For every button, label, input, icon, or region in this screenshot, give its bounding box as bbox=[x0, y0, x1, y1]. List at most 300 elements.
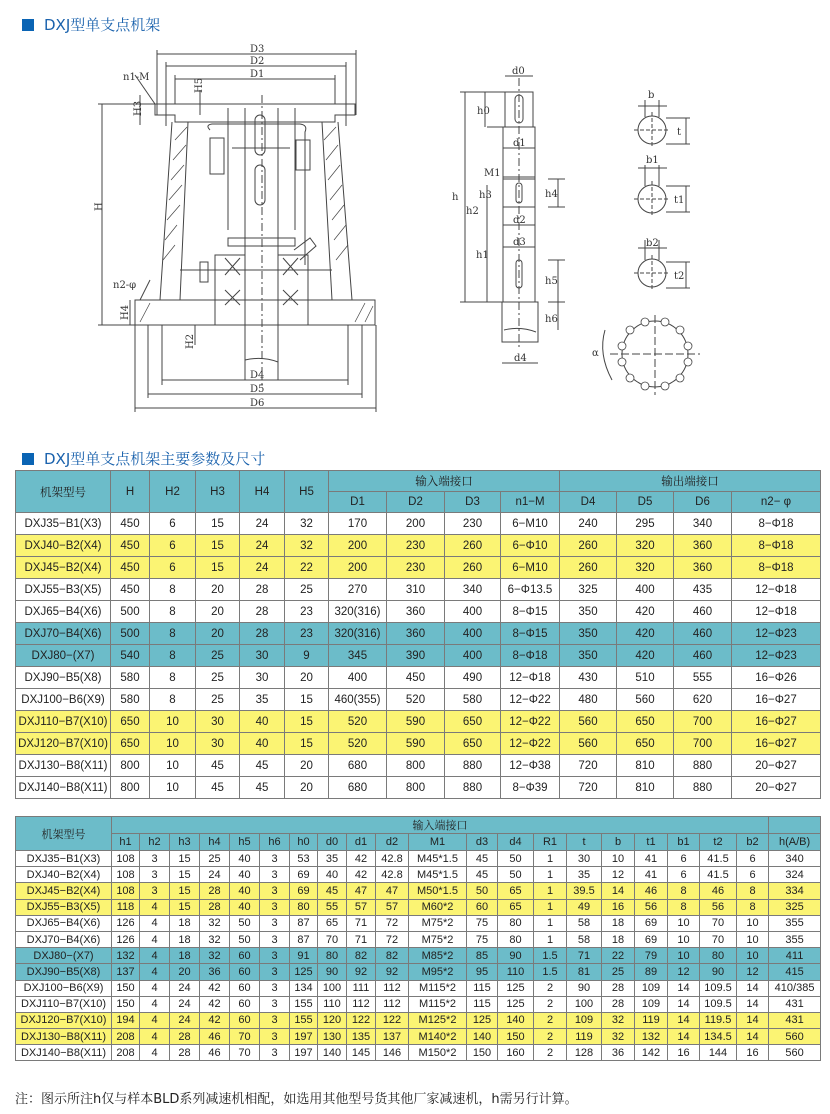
value-cell: 800 bbox=[387, 755, 445, 777]
value-cell: 18 bbox=[170, 915, 200, 931]
col-header: d2 bbox=[376, 834, 409, 851]
value-cell: 32 bbox=[285, 513, 329, 535]
value-cell: 80 bbox=[498, 931, 534, 947]
value-cell: 3 bbox=[260, 867, 290, 883]
value-cell: 3 bbox=[260, 948, 290, 964]
section-title-text: DXJ型单支点机架 bbox=[44, 16, 161, 34]
table-row bbox=[16, 645, 821, 667]
value-cell: 360 bbox=[387, 623, 445, 645]
value-cell: 411 bbox=[769, 948, 821, 964]
value-cell: 16 bbox=[668, 1045, 700, 1061]
model-cell: DXJ70−B4(X6) bbox=[16, 931, 112, 947]
value-cell: 80 bbox=[290, 899, 318, 915]
label-D3: D3 bbox=[250, 44, 265, 55]
value-cell: 450 bbox=[387, 667, 445, 689]
value-cell: 25 bbox=[602, 964, 635, 980]
value-cell: 6−Φ13.5 bbox=[501, 579, 560, 601]
label-H3: H3 bbox=[133, 100, 144, 116]
value-cell: 42 bbox=[347, 851, 376, 867]
value-cell: 112 bbox=[376, 996, 409, 1012]
value-cell: M75*2 bbox=[409, 931, 467, 947]
value-cell: 340 bbox=[769, 851, 821, 867]
value-cell: 3 bbox=[140, 883, 170, 899]
value-cell: 20 bbox=[285, 777, 329, 799]
value-cell: 450 bbox=[111, 513, 150, 535]
label-h4: h4 bbox=[545, 189, 558, 200]
square-bullet-icon bbox=[22, 453, 34, 465]
value-cell: 108 bbox=[112, 851, 140, 867]
value-cell: 6 bbox=[737, 851, 769, 867]
col-header: h0 bbox=[290, 834, 318, 851]
value-cell: 130 bbox=[318, 1029, 347, 1045]
footnote: 注：图示所注h仅与样本BLD系列减速机相配，如选用其他型号货其他厂家减速机，h需另行计算。 bbox=[15, 1092, 578, 1107]
value-cell: 4 bbox=[140, 1045, 170, 1061]
model-cell: DXJ55−B3(X5) bbox=[16, 899, 112, 915]
col-header-model: 机架型号 bbox=[16, 471, 111, 513]
value-cell: 6 bbox=[668, 851, 700, 867]
label-t: t bbox=[677, 127, 682, 138]
model-cell: DXJ140−B8(X11) bbox=[16, 777, 111, 799]
value-cell: 15 bbox=[196, 513, 240, 535]
value-cell: 39.5 bbox=[567, 883, 602, 899]
model-cell: DXJ45−B2(X4) bbox=[16, 557, 111, 579]
value-cell: 10 bbox=[668, 915, 700, 931]
model-cell: DXJ100−B6(X9) bbox=[16, 689, 111, 711]
value-cell: 128 bbox=[567, 1045, 602, 1061]
value-cell: 240 bbox=[560, 513, 617, 535]
model-cell: DXJ70−B4(X6) bbox=[16, 623, 111, 645]
value-cell: 400 bbox=[445, 623, 501, 645]
value-cell: 4 bbox=[140, 948, 170, 964]
value-cell: 12−Φ18 bbox=[501, 667, 560, 689]
value-cell: 45 bbox=[467, 867, 498, 883]
model-cell: DXJ90−B5(X8) bbox=[16, 667, 111, 689]
value-cell: 2 bbox=[534, 996, 567, 1012]
value-cell: 132 bbox=[635, 1029, 668, 1045]
value-cell: 197 bbox=[290, 1029, 318, 1045]
value-cell: 680 bbox=[329, 755, 387, 777]
label-D6: D6 bbox=[250, 398, 265, 409]
value-cell: 14 bbox=[668, 1012, 700, 1028]
value-cell: 560 bbox=[617, 689, 674, 711]
value-cell: 125 bbox=[498, 996, 534, 1012]
value-cell: 680 bbox=[329, 777, 387, 799]
value-cell: 10 bbox=[737, 948, 769, 964]
value-cell: 8−Φ18 bbox=[732, 535, 821, 557]
value-cell: 10 bbox=[602, 851, 635, 867]
value-cell: 25 bbox=[285, 579, 329, 601]
value-cell: 360 bbox=[674, 535, 732, 557]
value-cell: 20 bbox=[196, 623, 240, 645]
value-cell: 208 bbox=[112, 1029, 140, 1045]
value-cell: 520 bbox=[329, 733, 387, 755]
value-cell: 80 bbox=[318, 948, 347, 964]
col-header: M1 bbox=[409, 834, 467, 851]
value-cell: 3 bbox=[260, 899, 290, 915]
value-cell: 6 bbox=[150, 557, 196, 579]
main-params-table bbox=[15, 470, 821, 799]
value-cell: 450 bbox=[111, 579, 150, 601]
value-cell: 8−Φ15 bbox=[501, 623, 560, 645]
value-cell: 150 bbox=[498, 1029, 534, 1045]
value-cell: 32 bbox=[602, 1012, 635, 1028]
value-cell: 42 bbox=[200, 1012, 230, 1028]
value-cell: 36 bbox=[602, 1045, 635, 1061]
table-row bbox=[16, 733, 821, 755]
value-cell: 41.5 bbox=[700, 867, 737, 883]
value-cell: 45 bbox=[467, 851, 498, 867]
value-cell: 3 bbox=[140, 867, 170, 883]
value-cell: 14 bbox=[668, 1029, 700, 1045]
value-cell: 111 bbox=[347, 980, 376, 996]
value-cell: 230 bbox=[387, 535, 445, 557]
value-cell: 650 bbox=[445, 733, 501, 755]
value-cell: 8 bbox=[668, 883, 700, 899]
section-title-text: DXJ型单支点机架主要参数及尺寸 bbox=[44, 450, 266, 468]
value-cell: 650 bbox=[111, 711, 150, 733]
value-cell: 108 bbox=[112, 867, 140, 883]
value-cell: 580 bbox=[111, 667, 150, 689]
value-cell: 45 bbox=[240, 755, 285, 777]
value-cell: 6−M10 bbox=[501, 513, 560, 535]
value-cell: 125 bbox=[467, 1012, 498, 1028]
value-cell: 325 bbox=[560, 579, 617, 601]
value-cell: M115*2 bbox=[409, 996, 467, 1012]
value-cell: 90 bbox=[498, 948, 534, 964]
value-cell: 800 bbox=[111, 777, 150, 799]
model-cell: DXJ80−(X7) bbox=[16, 948, 112, 964]
value-cell: 50 bbox=[498, 851, 534, 867]
value-cell: 42 bbox=[347, 867, 376, 883]
value-cell: 520 bbox=[387, 689, 445, 711]
value-cell: 65 bbox=[318, 915, 347, 931]
model-cell: DXJ120−B7(X10) bbox=[16, 1012, 112, 1028]
model-cell: DXJ65−B4(X6) bbox=[16, 601, 111, 623]
table-row bbox=[16, 948, 821, 964]
value-cell: 580 bbox=[111, 689, 150, 711]
value-cell: 3 bbox=[260, 1012, 290, 1028]
model-cell: DXJ45−B2(X4) bbox=[16, 883, 112, 899]
value-cell: 4 bbox=[140, 1012, 170, 1028]
value-cell: M115*2 bbox=[409, 980, 467, 996]
model-cell: DXJ140−B8(X11) bbox=[16, 1045, 112, 1061]
value-cell: 122 bbox=[376, 1012, 409, 1028]
value-cell: 390 bbox=[387, 645, 445, 667]
value-cell: 4 bbox=[140, 964, 170, 980]
value-cell: 69 bbox=[290, 867, 318, 883]
value-cell: 15 bbox=[196, 557, 240, 579]
value-cell: 3 bbox=[260, 883, 290, 899]
value-cell: 58 bbox=[567, 931, 602, 947]
table-row bbox=[16, 623, 821, 645]
value-cell: 8 bbox=[150, 579, 196, 601]
value-cell: 18 bbox=[602, 931, 635, 947]
value-cell: 42 bbox=[200, 996, 230, 1012]
table-row bbox=[16, 964, 821, 980]
value-cell: 650 bbox=[617, 733, 674, 755]
value-cell: 560 bbox=[769, 1045, 821, 1061]
label-h: h bbox=[452, 192, 459, 203]
value-cell: 79 bbox=[635, 948, 668, 964]
label-M1: M1 bbox=[484, 168, 501, 179]
model-cell: DXJ120−B7(X10) bbox=[16, 733, 111, 755]
value-cell: 3 bbox=[260, 964, 290, 980]
value-cell: 325 bbox=[769, 899, 821, 915]
value-cell: 2 bbox=[534, 1012, 567, 1028]
value-cell: 620 bbox=[674, 689, 732, 711]
value-cell: 8 bbox=[737, 883, 769, 899]
col-header: h2 bbox=[140, 834, 170, 851]
value-cell: 3 bbox=[260, 915, 290, 931]
value-cell: 80 bbox=[498, 915, 534, 931]
col-header: n2− φ bbox=[732, 492, 821, 513]
table-row bbox=[16, 557, 821, 579]
value-cell: 360 bbox=[674, 557, 732, 579]
table-row bbox=[16, 1045, 821, 1061]
col-header: b1 bbox=[668, 834, 700, 851]
value-cell: 23 bbox=[285, 601, 329, 623]
table-row bbox=[16, 996, 821, 1012]
value-cell: 1 bbox=[534, 851, 567, 867]
value-cell: 60 bbox=[230, 996, 260, 1012]
value-cell: 57 bbox=[376, 899, 409, 915]
col-header: h4 bbox=[200, 834, 230, 851]
value-cell: 480 bbox=[560, 689, 617, 711]
value-cell: 42.8 bbox=[376, 867, 409, 883]
label-H: H bbox=[94, 202, 105, 211]
table-row bbox=[16, 899, 821, 915]
col-header: h(A/B) bbox=[769, 834, 821, 851]
value-cell: 2 bbox=[534, 1045, 567, 1061]
value-cell: 8 bbox=[150, 689, 196, 711]
value-cell: 140 bbox=[498, 1012, 534, 1028]
value-cell: 15 bbox=[170, 851, 200, 867]
value-cell: 30 bbox=[240, 645, 285, 667]
value-cell: 70 bbox=[318, 931, 347, 947]
model-cell: DXJ55−B3(X5) bbox=[16, 579, 111, 601]
value-cell: 400 bbox=[617, 579, 674, 601]
value-cell: 6 bbox=[150, 513, 196, 535]
value-cell: 14 bbox=[737, 980, 769, 996]
value-cell: M95*2 bbox=[409, 964, 467, 980]
value-cell: 46 bbox=[700, 883, 737, 899]
value-cell: 2 bbox=[534, 980, 567, 996]
value-cell: 14 bbox=[737, 1012, 769, 1028]
value-cell: 20 bbox=[196, 601, 240, 623]
value-cell: 410/385 bbox=[769, 980, 821, 996]
value-cell: 431 bbox=[769, 1012, 821, 1028]
table-row bbox=[16, 535, 821, 557]
value-cell: 25 bbox=[196, 645, 240, 667]
value-cell: 119 bbox=[635, 1012, 668, 1028]
col-header: d3 bbox=[467, 834, 498, 851]
label-h5: h5 bbox=[545, 276, 558, 287]
value-cell: 230 bbox=[445, 513, 501, 535]
value-cell: 555 bbox=[674, 667, 732, 689]
value-cell: 125 bbox=[498, 980, 534, 996]
value-cell: 155 bbox=[290, 996, 318, 1012]
value-cell: 80 bbox=[700, 948, 737, 964]
value-cell: 142 bbox=[635, 1045, 668, 1061]
value-cell: 580 bbox=[445, 689, 501, 711]
value-cell: 10 bbox=[150, 733, 196, 755]
col-header: d4 bbox=[498, 834, 534, 851]
value-cell: 35 bbox=[567, 867, 602, 883]
value-cell: 880 bbox=[674, 777, 732, 799]
value-cell: 800 bbox=[387, 777, 445, 799]
value-cell: 60 bbox=[230, 964, 260, 980]
value-cell: 115 bbox=[467, 980, 498, 996]
value-cell: 75 bbox=[467, 931, 498, 947]
value-cell: 22 bbox=[285, 557, 329, 579]
value-cell: 122 bbox=[347, 1012, 376, 1028]
value-cell: 24 bbox=[200, 867, 230, 883]
value-cell: 32 bbox=[285, 535, 329, 557]
model-cell: DXJ100−B6(X9) bbox=[16, 980, 112, 996]
label-alpha: α bbox=[592, 348, 599, 359]
value-cell: 137 bbox=[376, 1029, 409, 1045]
value-cell: 90 bbox=[318, 964, 347, 980]
value-cell: 42.8 bbox=[376, 851, 409, 867]
value-cell: 55 bbox=[318, 899, 347, 915]
table-row bbox=[16, 711, 821, 733]
value-cell: 16−Φ27 bbox=[732, 711, 821, 733]
value-cell: 10 bbox=[668, 948, 700, 964]
value-cell: 560 bbox=[769, 1029, 821, 1045]
model-cell: DXJ40−B2(X4) bbox=[16, 535, 111, 557]
value-cell: 46 bbox=[635, 883, 668, 899]
value-cell: 10 bbox=[150, 777, 196, 799]
table-row bbox=[16, 667, 821, 689]
left-wall bbox=[160, 122, 188, 300]
value-cell: 355 bbox=[769, 915, 821, 931]
table-row bbox=[16, 1012, 821, 1028]
col-header: d0 bbox=[318, 834, 347, 851]
col-header: b bbox=[602, 834, 635, 851]
value-cell: 720 bbox=[560, 777, 617, 799]
group-header-empty bbox=[769, 817, 821, 834]
model-cell: DXJ35−B1(X3) bbox=[16, 513, 111, 535]
value-cell: 16−Φ27 bbox=[732, 733, 821, 755]
value-cell: 82 bbox=[376, 948, 409, 964]
value-cell: 40 bbox=[230, 851, 260, 867]
value-cell: 1.5 bbox=[534, 964, 567, 980]
value-cell: 1.5 bbox=[534, 948, 567, 964]
value-cell: 200 bbox=[329, 535, 387, 557]
value-cell: 140 bbox=[318, 1045, 347, 1061]
label-n1-M: n1-M bbox=[123, 72, 150, 83]
value-cell: 119 bbox=[567, 1029, 602, 1045]
value-cell: M45*1.5 bbox=[409, 851, 467, 867]
col-header: b2 bbox=[737, 834, 769, 851]
value-cell: 15 bbox=[170, 899, 200, 915]
model-cell: DXJ65−B4(X6) bbox=[16, 915, 112, 931]
value-cell: 9 bbox=[285, 645, 329, 667]
value-cell: 28 bbox=[170, 1045, 200, 1061]
value-cell: 260 bbox=[445, 557, 501, 579]
value-cell: 4 bbox=[140, 899, 170, 915]
value-cell: 350 bbox=[560, 601, 617, 623]
table-row bbox=[16, 601, 821, 623]
value-cell: 460 bbox=[674, 623, 732, 645]
value-cell: 3 bbox=[140, 851, 170, 867]
value-cell: 30 bbox=[567, 851, 602, 867]
value-cell: 70 bbox=[700, 915, 737, 931]
value-cell: M75*2 bbox=[409, 915, 467, 931]
value-cell: 14 bbox=[602, 883, 635, 899]
label-d0: d0 bbox=[512, 66, 525, 77]
value-cell: 30 bbox=[196, 711, 240, 733]
label-t1: t1 bbox=[674, 195, 685, 206]
value-cell: 4 bbox=[140, 915, 170, 931]
value-cell: 560 bbox=[560, 711, 617, 733]
model-cell: DXJ90−B5(X8) bbox=[16, 964, 112, 980]
value-cell: 540 bbox=[111, 645, 150, 667]
value-cell: 60 bbox=[467, 899, 498, 915]
value-cell: 15 bbox=[170, 867, 200, 883]
value-cell: 28 bbox=[240, 601, 285, 623]
value-cell: 108 bbox=[112, 883, 140, 899]
label-H5: H5 bbox=[194, 77, 205, 93]
value-cell: 3 bbox=[260, 1029, 290, 1045]
col-header: t1 bbox=[635, 834, 668, 851]
value-cell: 28 bbox=[170, 1029, 200, 1045]
label-d2: d2 bbox=[513, 215, 526, 226]
value-cell: 270 bbox=[329, 579, 387, 601]
value-cell: 15 bbox=[285, 711, 329, 733]
value-cell: 4 bbox=[140, 1029, 170, 1045]
value-cell: 155 bbox=[290, 1012, 318, 1028]
value-cell: 92 bbox=[376, 964, 409, 980]
value-cell: 3 bbox=[260, 931, 290, 947]
value-cell: 3 bbox=[260, 980, 290, 996]
col-header: H2 bbox=[150, 471, 196, 513]
value-cell: 45 bbox=[196, 777, 240, 799]
value-cell: 880 bbox=[674, 755, 732, 777]
value-cell: 32 bbox=[200, 948, 230, 964]
value-cell: 295 bbox=[617, 513, 674, 535]
value-cell: 85 bbox=[467, 948, 498, 964]
value-cell: 53 bbox=[290, 851, 318, 867]
value-cell: 81 bbox=[567, 964, 602, 980]
value-cell: 6 bbox=[668, 867, 700, 883]
value-cell: 150 bbox=[112, 996, 140, 1012]
value-cell: 126 bbox=[112, 931, 140, 947]
value-cell: 355 bbox=[769, 931, 821, 947]
value-cell: 95 bbox=[467, 964, 498, 980]
value-cell: 400 bbox=[445, 645, 501, 667]
value-cell: 320(316) bbox=[329, 601, 387, 623]
value-cell: 87 bbox=[290, 915, 318, 931]
label-b2: b2 bbox=[646, 238, 659, 249]
value-cell: 8 bbox=[150, 667, 196, 689]
model-cell: DXJ40−B2(X4) bbox=[16, 867, 112, 883]
value-cell: 91 bbox=[290, 948, 318, 964]
value-cell: 520 bbox=[329, 711, 387, 733]
value-cell: 65 bbox=[498, 883, 534, 899]
value-cell: 12−Φ23 bbox=[732, 623, 821, 645]
value-cell: 510 bbox=[617, 667, 674, 689]
value-cell: 16−Φ27 bbox=[732, 689, 821, 711]
value-cell: 20−Φ27 bbox=[732, 777, 821, 799]
value-cell: 3 bbox=[260, 851, 290, 867]
value-cell: 112 bbox=[376, 980, 409, 996]
value-cell: 560 bbox=[560, 733, 617, 755]
label-t2: t2 bbox=[674, 271, 685, 282]
label-D5: D5 bbox=[250, 384, 265, 395]
value-cell: 3 bbox=[260, 1045, 290, 1061]
value-cell: 700 bbox=[674, 711, 732, 733]
